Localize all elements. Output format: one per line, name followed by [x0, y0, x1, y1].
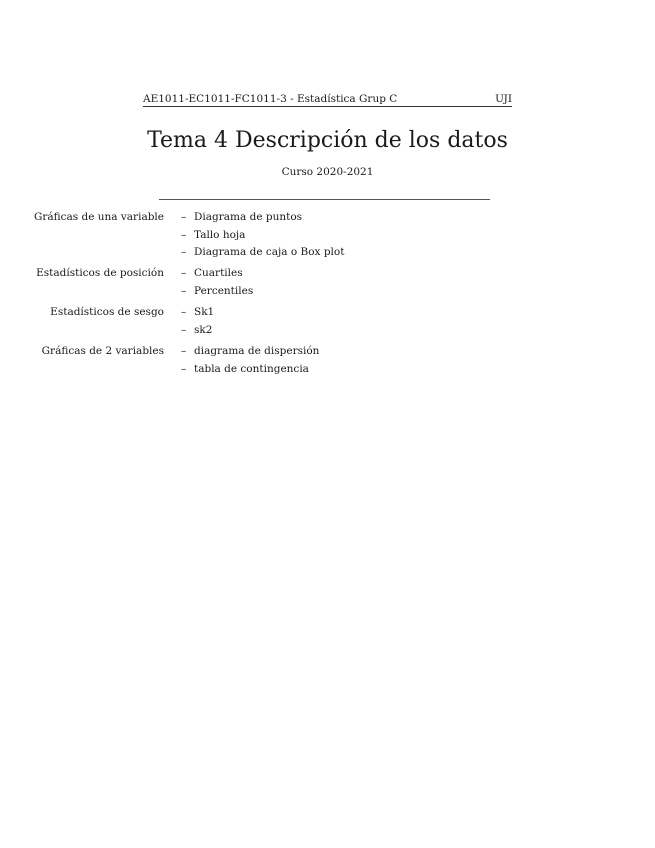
document-title: Tema 4 Descripción de los datos [147, 128, 508, 153]
list-item [181, 363, 319, 381]
section-label: Estadísticos de posición [36, 267, 164, 279]
bullet-dash: – [181, 323, 187, 336]
course-code: AE1011-EC1011-FC1011-3 - Estadística Grup C [143, 93, 398, 105]
bullet-dash: – [181, 211, 187, 223]
list-item [181, 285, 253, 303]
bullet-dash: – [181, 284, 187, 297]
list-item [181, 267, 253, 285]
list-item-text: Diagrama de puntos [194, 211, 303, 223]
list-item-text: Tallo hoja [194, 228, 246, 241]
list-item [181, 306, 214, 324]
list-item [181, 229, 344, 247]
section-label: Gráficas de una variable [33, 211, 164, 223]
section-label: Gráficas de 2 variables [41, 345, 164, 357]
list-item-text: diagrama de dispersión [194, 345, 320, 357]
bullet-dash: – [181, 345, 187, 357]
page-header [143, 92, 512, 107]
section-item-list [181, 267, 253, 302]
section-item-list [181, 306, 214, 341]
document-subtitle: Curso 2020-2021 [281, 166, 374, 178]
section-item-list [181, 211, 344, 264]
bullet-dash: – [181, 246, 187, 258]
list-item-text: sk2 [194, 323, 213, 336]
bullet-dash: – [181, 267, 187, 279]
title-divider [159, 199, 490, 200]
list-item-text: Cuartiles [194, 267, 243, 279]
list-item [181, 211, 344, 229]
list-item [181, 324, 214, 342]
bullet-dash: – [181, 306, 187, 318]
section-label: Estadísticos de sesgo [50, 306, 164, 318]
bullet-dash: – [181, 228, 187, 241]
list-item-text: Diagrama de caja o Box plot [194, 246, 345, 258]
list-item-text: tabla de contingencia [194, 362, 309, 375]
bullet-dash: – [181, 362, 187, 375]
list-item-text: Percentiles [194, 284, 254, 297]
list-item [181, 345, 319, 363]
institution-name: UJI [495, 93, 512, 105]
list-item [181, 246, 344, 264]
list-item-text: Sk1 [194, 306, 215, 318]
section-item-list [181, 345, 319, 380]
